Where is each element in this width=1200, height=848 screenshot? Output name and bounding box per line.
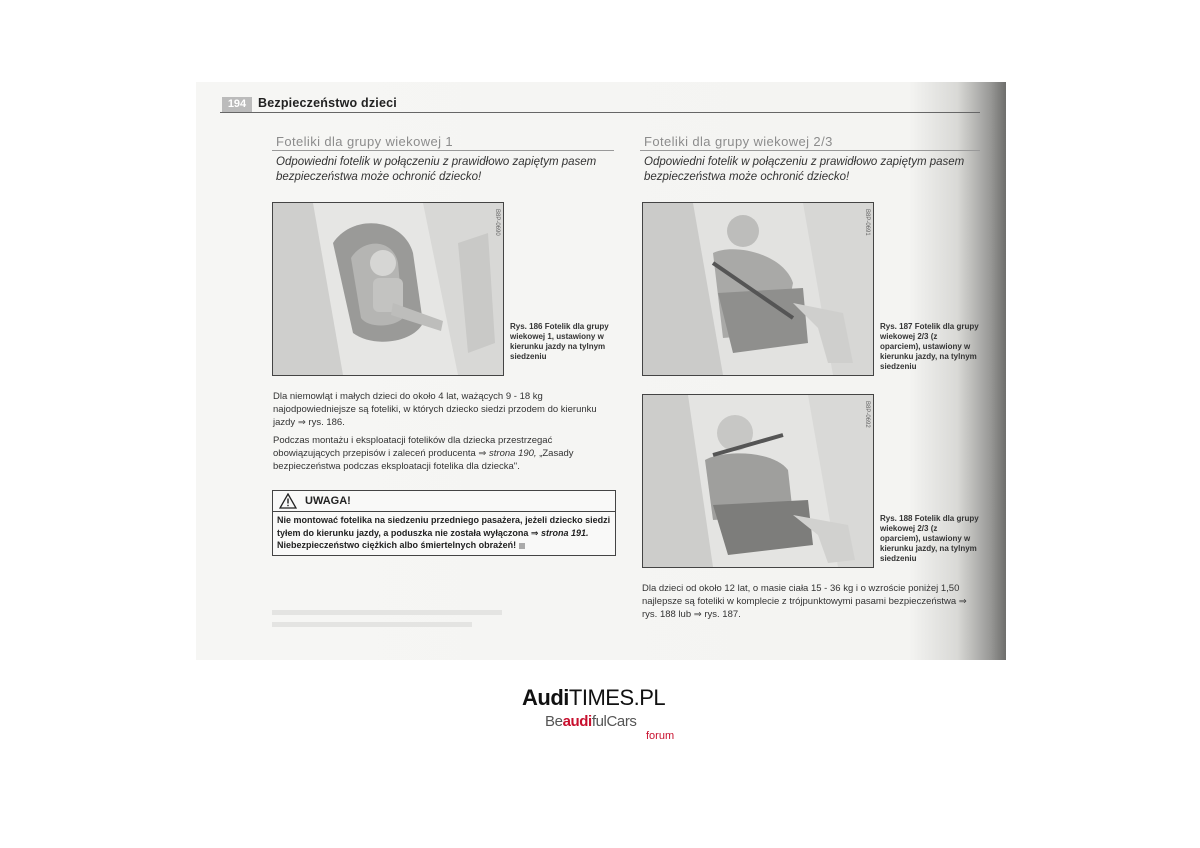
- section-title-group-2-3: Foteliki dla grupy wiekowej 2/3: [644, 134, 833, 149]
- booster-seat-illustration: [643, 203, 873, 375]
- page-number: 194: [222, 97, 252, 112]
- body-text-left: [273, 390, 618, 478]
- bleed-through-line: [272, 610, 502, 615]
- warning-text: [273, 512, 615, 555]
- logo-text: Audi: [522, 685, 569, 710]
- section-title-group-1: Foteliki dla grupy wiekowej 1: [276, 134, 454, 149]
- scanned-page: [196, 82, 1006, 660]
- auditimes-logo: [522, 685, 665, 711]
- figure-187-caption: Rys. 187 Fotelik dla grupy wiekowej 2/3 (z oparciem), ustawiony w kierunku jazdy, na tylnym siedzeniu: [880, 322, 979, 371]
- logo-text: TIMES.PL: [568, 685, 666, 710]
- forum-label: forum: [646, 730, 675, 742]
- page-reference-link[interactable]: strona 191.: [540, 527, 589, 538]
- logo-text: audi: [562, 713, 592, 730]
- header-rule: [220, 112, 980, 113]
- section-rule: [272, 150, 614, 151]
- section-intro-group-2-3: Odpowiedni fotelik w połączeniu z prawidłowo zapiętym pasem bezpieczeństwa może ochronić dziecko!: [644, 156, 965, 183]
- paragraph: Dla niemowląt i małych dzieci do około 4 lat, ważących 9 - 18 kg najodpowiedniejsze są foteliki, w których dziecko siedzi przodem do kierunku jazdy ⇒ rys. 186.: [273, 391, 597, 428]
- warning-box: [272, 490, 616, 556]
- text: „Zasady bezpieczeństwa podczas eksploatacji fotelika dla dziecka".: [273, 448, 574, 472]
- booster-seat-illustration: [643, 395, 873, 567]
- logo-text: Be: [545, 713, 563, 730]
- paragraph: [273, 434, 618, 473]
- page-reference-link[interactable]: strona 190,: [489, 448, 537, 459]
- paragraph: Dla dzieci od około 12 lat, o masie ciała 15 - 36 kg i o wzroście poniżej 1,50 najlepsze są foteliki w komplecie z trójpunktowymi pasami bezpieczeństwa ⇒ rys. 188 lub ⇒ rys. 187.: [642, 583, 967, 620]
- warning-triangle-icon: [279, 493, 297, 514]
- figure-188: [642, 394, 874, 568]
- figure-188-caption: Rys. 188 Fotelik dla grupy wiekowej 2/3 (z oparciem), ustawiony w kierunku jazdy, na tylnym siedzeniu: [880, 514, 979, 563]
- text: Podczas montażu i eksploatacji fotelików dla dziecka przestrzegać obowiązujących przepisów i zaleceń producenta ⇒: [273, 435, 553, 459]
- figure-186: [272, 202, 504, 376]
- end-mark-icon: [519, 543, 525, 549]
- warning-header: [273, 491, 615, 512]
- figure-code: B8P-0690: [494, 209, 500, 236]
- text: Niebezpieczeństwo ciężkich albo śmiertelnych obrażeń!: [277, 540, 517, 550]
- section-rule: [640, 150, 980, 151]
- text: Nie montować fotelika na siedzeniu przedniego pasażera, jeżeli dziecko siedzi tyłem do kierunku jazdy, a poduszka nie została wyłączona ⇒: [277, 515, 611, 538]
- logo-text: fulCars: [591, 713, 637, 730]
- body-text-right: [642, 582, 982, 626]
- figure-code: B8P-0692: [864, 401, 870, 428]
- beaudifulcars-logo: [545, 713, 637, 730]
- bleed-through-line: [272, 622, 472, 627]
- page-header-title: Bezpieczeństwo dzieci: [258, 96, 397, 110]
- child-seat-illustration: [273, 203, 503, 375]
- figure-187: [642, 202, 874, 376]
- section-intro-group-1: Odpowiedni fotelik w połączeniu z prawidłowo zapiętym pasem bezpieczeństwa może ochronić dziecko!: [276, 156, 597, 183]
- figure-186-caption: Rys. 186 Fotelik dla grupy wiekowej 1, ustawiony w kierunku jazdy na tylnym siedzeniu: [510, 322, 609, 361]
- figure-code: B8P-0691: [864, 209, 870, 236]
- warning-title: UWAGA!: [305, 495, 351, 507]
